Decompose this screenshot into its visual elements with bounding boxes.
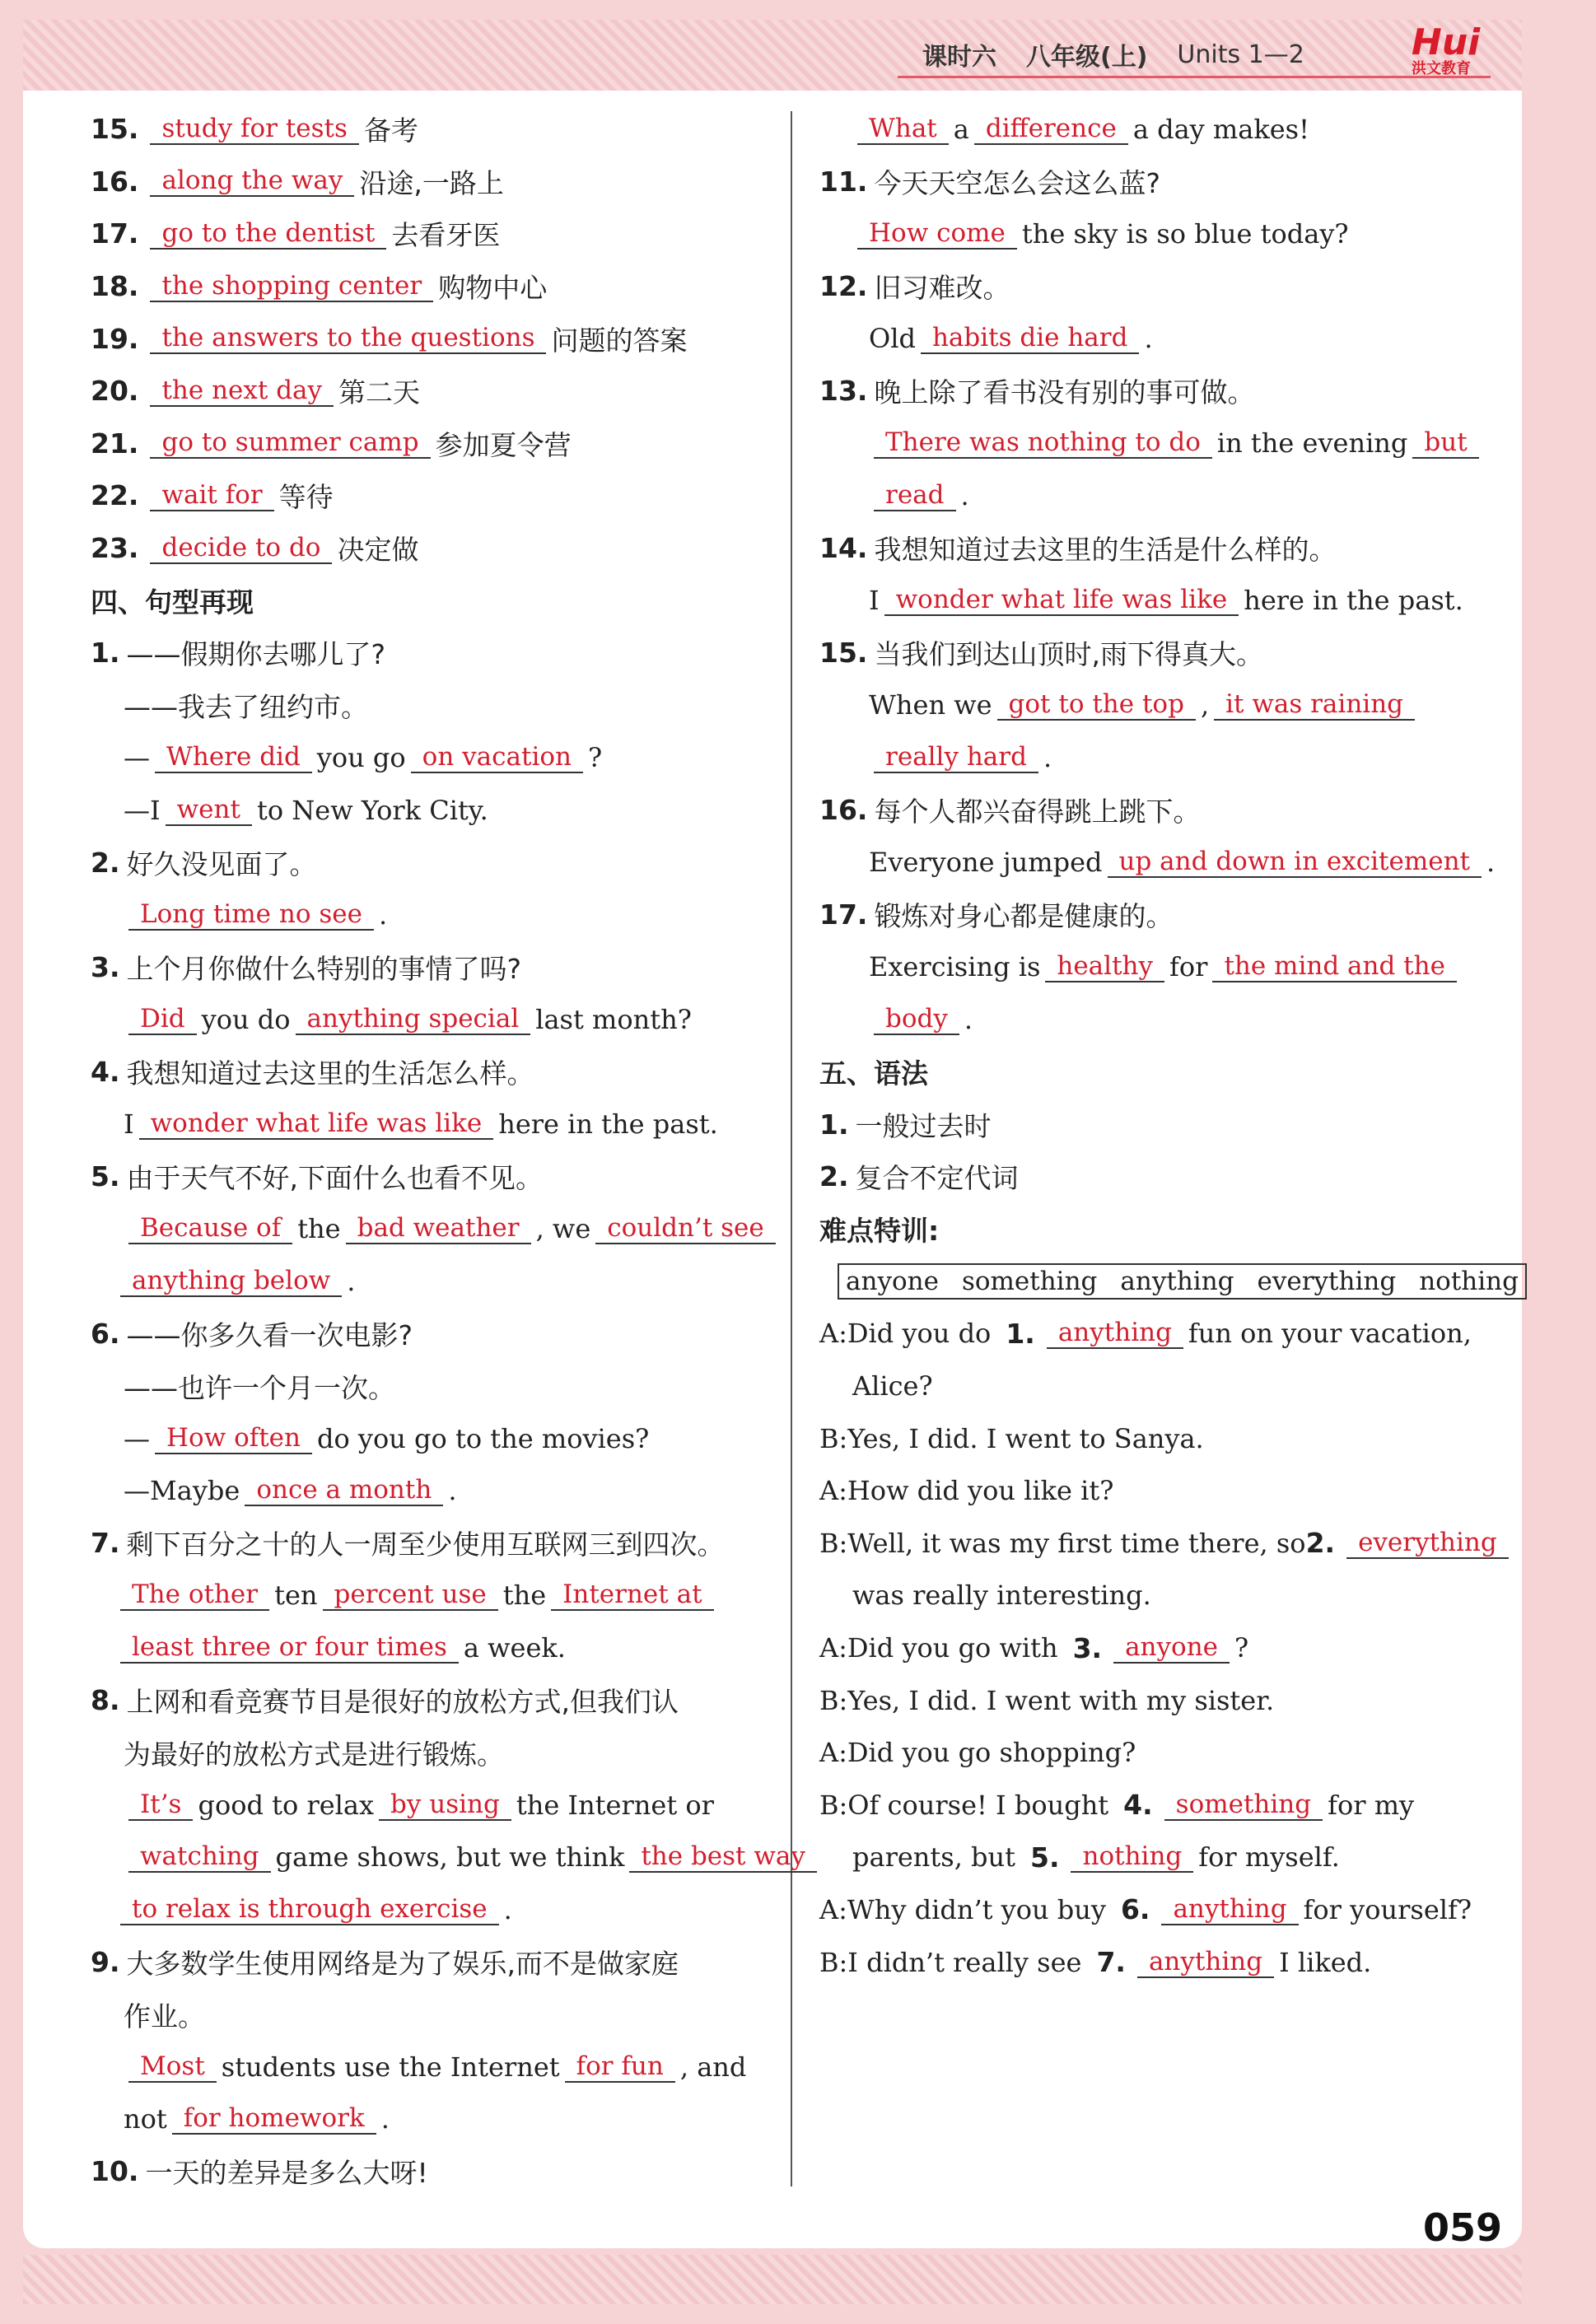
question-prompt bbox=[819, 889, 1495, 941]
answer-blank: anything special bbox=[296, 1004, 531, 1035]
answer-line bbox=[91, 1202, 766, 1255]
answer-blank: difference bbox=[974, 114, 1128, 145]
word-option: everything bbox=[1257, 1266, 1397, 1296]
word-option: anyone bbox=[846, 1266, 939, 1296]
text: for myself. bbox=[1198, 1841, 1340, 1874]
text: students use the Internet bbox=[221, 2051, 560, 2083]
dialogue-line bbox=[819, 1570, 1495, 1622]
answer-line bbox=[819, 103, 1495, 156]
item-number: 12. bbox=[819, 270, 868, 303]
answer-line bbox=[91, 993, 766, 1046]
left-column bbox=[91, 103, 805, 2198]
question-prompt bbox=[91, 627, 766, 679]
brand-logo bbox=[1412, 21, 1494, 84]
phrase-row bbox=[91, 522, 766, 575]
answer-blank: Long time no see bbox=[128, 899, 374, 931]
speaker: B: bbox=[819, 1684, 848, 1716]
right-column bbox=[819, 103, 1519, 1988]
text: in the evening bbox=[1216, 427, 1408, 460]
item-number: 7. bbox=[91, 1527, 120, 1560]
text: Well, it was my first time there, so bbox=[847, 1527, 1306, 1559]
answer-blank: along the way bbox=[150, 166, 354, 197]
text: —I bbox=[124, 794, 161, 826]
answer-blank: anything bbox=[1137, 1947, 1274, 1978]
answer-blank: really hard bbox=[874, 742, 1038, 773]
dialogue-line bbox=[819, 1779, 1495, 1832]
item-number: 18. bbox=[91, 270, 139, 303]
item-number: 1. bbox=[91, 637, 120, 670]
item-number: 17. bbox=[819, 898, 868, 931]
dialogue-line bbox=[819, 1622, 1495, 1674]
word-option: something bbox=[961, 1266, 1098, 1296]
text: Of course! I bought bbox=[847, 1789, 1109, 1821]
speaker: B: bbox=[819, 1422, 848, 1454]
grammar-item bbox=[819, 1098, 1495, 1150]
item-number: 16. bbox=[91, 165, 139, 198]
item-number: 1. bbox=[819, 1108, 849, 1141]
item-number: 23. bbox=[91, 532, 139, 565]
answer-blank: the answers to the questions bbox=[150, 323, 546, 354]
question-prompt bbox=[91, 941, 766, 994]
answer-line bbox=[91, 1098, 766, 1150]
text: When we bbox=[869, 689, 992, 721]
answer-blank: got to the top bbox=[997, 689, 1196, 721]
logo-mark: Hui bbox=[1412, 21, 1481, 63]
answer-blank: once a month bbox=[245, 1475, 443, 1506]
text: game shows, but we think bbox=[275, 1841, 625, 1874]
dialogue-line bbox=[819, 1936, 1495, 1989]
text: Why didn’t you buy bbox=[847, 1893, 1106, 1925]
item-number: 17. bbox=[91, 217, 139, 250]
prompt-text: 由于天气不好,下面什么也看不见。 bbox=[126, 1162, 543, 1195]
prompt-text: 我想知道过去这里的生活是什么样的。 bbox=[874, 534, 1337, 567]
text: I bbox=[869, 585, 880, 617]
answer-blank: wait for bbox=[150, 480, 273, 511]
answer-blank: the mind and the bbox=[1212, 951, 1457, 982]
answer-blank: couldn’t see bbox=[595, 1213, 775, 1244]
speaker: A: bbox=[819, 1893, 847, 1925]
question-prompt bbox=[91, 1150, 766, 1203]
item-number: 6. bbox=[91, 1317, 120, 1350]
answer-line bbox=[91, 1832, 805, 1884]
prompt-text: 当我们到达山顶时,雨下得真大。 bbox=[874, 638, 1263, 671]
answer-blank: on vacation bbox=[411, 742, 583, 773]
text: ? bbox=[1234, 1632, 1249, 1664]
text: I didn’t really see bbox=[847, 1946, 1082, 1978]
text: last month? bbox=[535, 1003, 692, 1035]
section-title: 五、语法 bbox=[819, 1057, 928, 1090]
answer-line bbox=[91, 1412, 766, 1465]
text: fun on your vacation, bbox=[1188, 1318, 1472, 1350]
phrase-translation: 购物中心 bbox=[438, 272, 548, 305]
text: . bbox=[1043, 741, 1052, 773]
question-prompt bbox=[91, 2145, 766, 2198]
answer-blank: go to summer camp bbox=[150, 427, 430, 459]
answer-line bbox=[819, 312, 1495, 365]
text: a week. bbox=[463, 1632, 566, 1664]
answer-line bbox=[819, 941, 1495, 994]
item-number: 20. bbox=[91, 375, 139, 408]
answer-blank: Internet at bbox=[551, 1580, 713, 1611]
text: not bbox=[124, 2103, 167, 2135]
answer-blank: the best way bbox=[629, 1841, 817, 1873]
page-header bbox=[922, 38, 1304, 71]
answer-blank: nothing bbox=[1071, 1841, 1193, 1873]
column-divider bbox=[791, 111, 792, 2186]
answer-blank: by using bbox=[379, 1790, 511, 1821]
answer-line bbox=[91, 1255, 766, 1308]
answer-blank: anything below bbox=[120, 1266, 342, 1297]
word-box bbox=[838, 1263, 1527, 1300]
answer-blank: Because of bbox=[128, 1213, 292, 1244]
answer-blank: go to the dentist bbox=[150, 218, 386, 250]
phrase-translation: 等待 bbox=[278, 481, 334, 514]
speaker: B: bbox=[819, 1789, 848, 1821]
answer-blank: How come bbox=[857, 218, 1017, 250]
answer-blank: There was nothing to do bbox=[874, 427, 1212, 459]
prompt-text: 上网和看竞赛节目是很好的放松方式,但我们认 bbox=[126, 1686, 679, 1719]
question-prompt bbox=[91, 1726, 766, 1779]
answer-blank: habits die hard bbox=[921, 323, 1140, 354]
phrase-row bbox=[91, 418, 766, 470]
text: Alice? bbox=[852, 1370, 933, 1402]
text: the Internet or bbox=[516, 1789, 714, 1821]
grammar-text: 一般过去时 bbox=[855, 1109, 992, 1142]
section-title: 四、句型再现 bbox=[91, 586, 254, 618]
question-prompt bbox=[91, 1988, 766, 2041]
text: good to relax bbox=[198, 1789, 375, 1821]
prompt-text: 好久没见面了。 bbox=[126, 847, 317, 880]
answer-line bbox=[91, 2041, 766, 2093]
text: , we bbox=[535, 1213, 591, 1245]
text: Everyone jumped bbox=[869, 847, 1103, 879]
text: the bbox=[297, 1213, 341, 1245]
text: . bbox=[960, 479, 969, 511]
answer-blank: everything bbox=[1346, 1528, 1509, 1559]
item-number: 3. bbox=[91, 950, 120, 983]
prompt-text: 今天天空怎么会这么蓝? bbox=[874, 166, 1160, 199]
item-number: 5. bbox=[1029, 1841, 1060, 1874]
text: Yes, I did. I went to Sanya. bbox=[847, 1422, 1204, 1454]
dialogue-line bbox=[819, 1726, 1495, 1779]
dialogue-line bbox=[819, 1308, 1495, 1360]
answer-blank: anyone bbox=[1113, 1632, 1230, 1664]
text: for yourself? bbox=[1303, 1893, 1472, 1925]
item-number: 15. bbox=[91, 113, 139, 146]
text: I liked. bbox=[1279, 1946, 1372, 1978]
item-number: 13. bbox=[819, 375, 868, 408]
answer-line bbox=[91, 2093, 766, 2146]
phrase-translation: 问题的答案 bbox=[551, 324, 688, 357]
prompt-text: 作业。 bbox=[124, 2000, 205, 2032]
dialogue-line bbox=[819, 1517, 1495, 1570]
dialogue-line bbox=[819, 1464, 1495, 1517]
answer-line bbox=[91, 784, 766, 837]
answer-blank: study for tests bbox=[150, 114, 358, 145]
item-number: 10. bbox=[91, 2155, 139, 2188]
answer-line bbox=[819, 731, 1495, 784]
text: How did you like it? bbox=[847, 1475, 1114, 1507]
text: was really interesting. bbox=[852, 1580, 1151, 1612]
answer-blank: for fun bbox=[565, 2051, 675, 2083]
answer-blank: bad weather bbox=[346, 1213, 531, 1244]
text: . bbox=[1144, 323, 1153, 355]
answer-line bbox=[91, 1622, 766, 1674]
prompt-text: 我想知道过去这里的生活怎么样。 bbox=[126, 1057, 534, 1090]
prompt-text: 晚上除了看书没有别的事可做。 bbox=[874, 376, 1255, 409]
answer-line bbox=[819, 993, 1495, 1046]
prompt-text: 一天的差异是多么大呀! bbox=[145, 2157, 428, 2190]
question-prompt bbox=[819, 260, 1495, 313]
answer-blank: How often bbox=[155, 1423, 312, 1454]
text: to New York City. bbox=[256, 794, 488, 826]
prompt-text: 为最好的放松方式是进行锻炼。 bbox=[124, 1738, 504, 1771]
question-prompt bbox=[91, 679, 766, 732]
answer-blank: least three or four times bbox=[120, 1632, 459, 1664]
text: a day makes! bbox=[1132, 113, 1309, 145]
answer-blank: something bbox=[1164, 1790, 1323, 1821]
item-number: 2. bbox=[819, 1160, 849, 1193]
answer-blank: watching bbox=[128, 1841, 271, 1873]
answer-blank: Did bbox=[128, 1004, 197, 1035]
prompt-text: ——假期你去哪儿了? bbox=[126, 638, 386, 671]
item-number: 6. bbox=[1120, 1893, 1150, 1926]
answer-blank: Most bbox=[128, 2051, 217, 2083]
question-prompt bbox=[91, 1674, 766, 1727]
answer-blank: went bbox=[166, 795, 252, 826]
text: . bbox=[503, 1893, 512, 1925]
text: , bbox=[1200, 689, 1210, 721]
prompt-text: 上个月你做什么特别的事情了吗? bbox=[126, 952, 522, 985]
prompt-text: ——我去了纽约市。 bbox=[124, 690, 368, 723]
question-prompt bbox=[819, 784, 1495, 837]
answer-line bbox=[91, 1779, 766, 1832]
item-number: 1. bbox=[1006, 1317, 1035, 1350]
text: . bbox=[378, 898, 388, 931]
speaker: A: bbox=[819, 1318, 847, 1350]
phrase-translation: 去看牙医 bbox=[391, 219, 501, 252]
bottom-decorative-band bbox=[23, 2255, 1522, 2304]
grammar-item bbox=[819, 1150, 1495, 1203]
text: here in the past. bbox=[1244, 585, 1463, 617]
answer-line bbox=[819, 208, 1495, 260]
text: ? bbox=[588, 741, 603, 773]
answer-line bbox=[819, 836, 1495, 889]
text: . bbox=[380, 2103, 390, 2135]
word-option: nothing bbox=[1419, 1266, 1519, 1296]
phrase-row bbox=[91, 469, 766, 522]
word-box-row bbox=[819, 1255, 1519, 1308]
text: you go bbox=[316, 741, 406, 773]
question-prompt bbox=[819, 156, 1495, 208]
question-prompt bbox=[819, 627, 1495, 679]
text: . bbox=[964, 1003, 973, 1035]
answer-blank: wonder what life was like bbox=[139, 1108, 494, 1140]
answer-line bbox=[91, 889, 766, 941]
text: the bbox=[502, 1580, 547, 1612]
answer-line bbox=[819, 679, 1495, 732]
text: parents, but bbox=[852, 1841, 1015, 1874]
answer-blank: anything bbox=[1047, 1318, 1183, 1349]
answer-blank: but bbox=[1412, 427, 1478, 459]
item-number: 14. bbox=[819, 532, 868, 565]
answer-blank: decide to do bbox=[150, 533, 332, 564]
answer-blank: the shopping center bbox=[150, 271, 433, 302]
answer-blank: for homework bbox=[172, 2103, 376, 2135]
answer-line bbox=[819, 574, 1495, 627]
logo-text: 洪文教育 bbox=[1412, 60, 1471, 77]
dialogue-line bbox=[819, 1360, 1495, 1412]
text: do you go to the movies? bbox=[317, 1422, 650, 1454]
text: Did you do bbox=[847, 1318, 992, 1350]
question-prompt bbox=[819, 522, 1495, 575]
phrase-row bbox=[91, 208, 766, 260]
answer-line bbox=[819, 469, 1495, 522]
phrase-row bbox=[91, 365, 766, 418]
item-number: 2. bbox=[91, 846, 120, 879]
phrase-row bbox=[91, 260, 766, 313]
subsection-title: 难点特训: bbox=[819, 1214, 940, 1247]
text: for my bbox=[1328, 1789, 1415, 1821]
answer-blank: The other bbox=[120, 1580, 269, 1611]
answer-line bbox=[91, 1464, 766, 1517]
speaker: B: bbox=[819, 1946, 848, 1978]
prompt-text: 剩下百分之十的人一周至少使用互联网三到四次。 bbox=[126, 1528, 725, 1561]
item-number: 5. bbox=[91, 1160, 120, 1193]
prompt-text: 锻炼对身心都是健康的。 bbox=[874, 900, 1174, 933]
answer-blank: read bbox=[874, 480, 956, 511]
phrase-row bbox=[91, 103, 766, 156]
item-number: 21. bbox=[91, 427, 139, 460]
item-number: 16. bbox=[819, 794, 868, 827]
answer-line bbox=[91, 1883, 766, 1936]
speaker: A: bbox=[819, 1632, 847, 1664]
answer-blank: the next day bbox=[150, 376, 334, 407]
text: . bbox=[347, 1265, 356, 1297]
answer-blank: It’s bbox=[128, 1790, 193, 1821]
item-number: 15. bbox=[819, 637, 868, 670]
text: , and bbox=[679, 2051, 747, 2083]
text: — bbox=[124, 1422, 150, 1454]
text: for bbox=[1169, 951, 1208, 983]
prompt-text: ——也许一个月一次。 bbox=[124, 1371, 395, 1404]
item-number: 2. bbox=[1305, 1527, 1336, 1560]
question-prompt bbox=[819, 365, 1495, 418]
item-number: 4. bbox=[1123, 1789, 1153, 1822]
text: I bbox=[124, 1108, 134, 1141]
phrase-translation: 决定做 bbox=[337, 534, 419, 567]
question-prompt bbox=[91, 1936, 766, 1989]
text: Did you go shopping? bbox=[847, 1737, 1136, 1769]
answer-blank: healthy bbox=[1045, 951, 1164, 982]
text: —Maybe bbox=[124, 1475, 240, 1507]
phrase-translation: 备考 bbox=[363, 114, 418, 147]
question-prompt bbox=[91, 1360, 766, 1412]
answer-blank: up and down in excitement bbox=[1108, 847, 1482, 878]
text: . bbox=[1486, 847, 1496, 879]
text: you do bbox=[201, 1003, 291, 1035]
question-prompt bbox=[91, 1046, 766, 1099]
speaker: A: bbox=[819, 1475, 847, 1507]
answer-blank: to relax is through exercise bbox=[120, 1894, 499, 1925]
item-number: 22. bbox=[91, 479, 139, 512]
answer-blank: Where did bbox=[155, 742, 312, 773]
phrase-translation: 参加夏令营 bbox=[435, 428, 572, 461]
item-number: 11. bbox=[819, 165, 868, 198]
answer-blank: body bbox=[874, 1004, 959, 1035]
answer-blank: anything bbox=[1161, 1894, 1298, 1925]
text: the sky is so blue today? bbox=[1021, 217, 1349, 250]
item-number: 4. bbox=[91, 1055, 120, 1088]
item-number: 3. bbox=[1072, 1631, 1103, 1664]
speaker: B: bbox=[819, 1527, 848, 1559]
question-prompt bbox=[91, 836, 766, 889]
item-number: 19. bbox=[91, 322, 139, 355]
phrase-row bbox=[91, 312, 766, 365]
phrase-translation: 沿途,一路上 bbox=[359, 166, 504, 199]
phrase-row bbox=[91, 156, 766, 208]
item-number: 7. bbox=[1096, 1946, 1126, 1979]
dialogue-line bbox=[819, 1832, 1495, 1884]
dialogue-line bbox=[819, 1883, 1495, 1936]
grammar-text: 复合不定代词 bbox=[855, 1162, 1019, 1195]
prompt-text: 每个人都兴奋得跳上跳下。 bbox=[874, 796, 1201, 828]
answer-blank: it was raining bbox=[1214, 689, 1415, 721]
text: . bbox=[448, 1475, 457, 1507]
header-units: Units 1—2 bbox=[1177, 40, 1304, 69]
question-prompt bbox=[91, 1517, 766, 1570]
question-prompt bbox=[91, 1308, 766, 1360]
text: a bbox=[953, 113, 969, 145]
text: here in the past. bbox=[498, 1108, 718, 1141]
prompt-text: ——你多久看一次电影? bbox=[126, 1318, 413, 1351]
header-lesson: 课时六 bbox=[922, 43, 996, 72]
page-number: 059 bbox=[1423, 2205, 1503, 2250]
text: Yes, I did. I went with my sister. bbox=[847, 1684, 1275, 1716]
text: ten bbox=[274, 1580, 318, 1612]
header-grade: 八年级(上) bbox=[1026, 43, 1148, 72]
item-number: 9. bbox=[91, 1946, 120, 1979]
answer-line bbox=[91, 731, 766, 784]
answer-line bbox=[91, 1570, 766, 1622]
text: Old bbox=[869, 323, 916, 355]
answer-blank: What bbox=[857, 114, 949, 145]
prompt-text: 旧习难改。 bbox=[874, 272, 1010, 305]
word-option: anything bbox=[1120, 1266, 1234, 1296]
phrase-translation: 第二天 bbox=[338, 376, 421, 409]
text: Did you go with bbox=[847, 1632, 1058, 1664]
item-number: 8. bbox=[91, 1684, 120, 1717]
text: Exercising is bbox=[869, 951, 1041, 983]
answer-line bbox=[819, 418, 1495, 470]
dialogue-line bbox=[819, 1674, 1495, 1727]
header-rule bbox=[898, 76, 1491, 78]
speaker: A: bbox=[819, 1737, 847, 1769]
text: — bbox=[124, 741, 150, 773]
prompt-text: 大多数学生使用网络是为了娱乐,而不是做家庭 bbox=[126, 1948, 679, 1981]
answer-blank: wonder what life was like bbox=[884, 585, 1239, 616]
answer-blank: percent use bbox=[323, 1580, 498, 1611]
dialogue-line bbox=[819, 1412, 1495, 1465]
